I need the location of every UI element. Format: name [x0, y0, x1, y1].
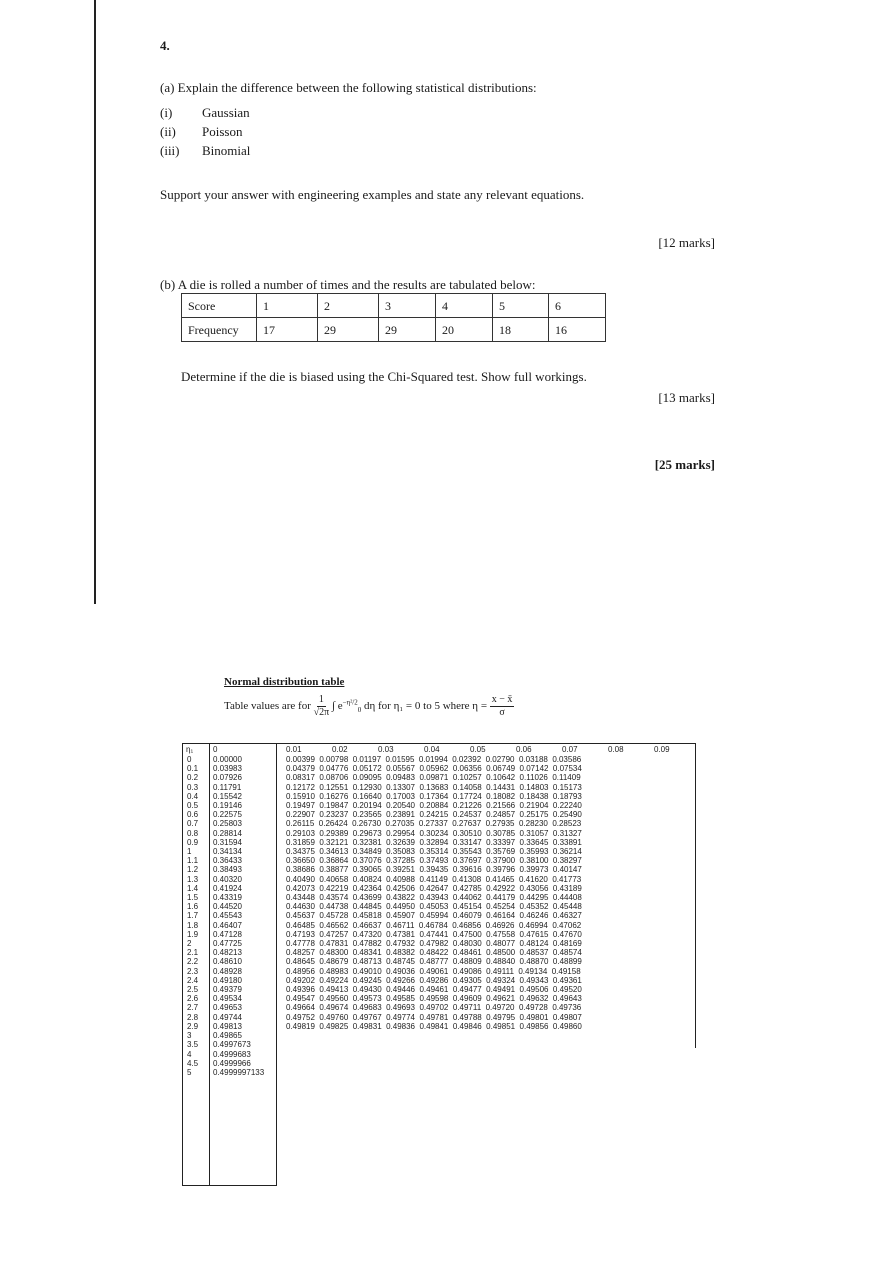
table-cell: 0.46407: [213, 920, 242, 930]
table-cell: 6: [549, 294, 606, 318]
table-row: 0.34375 0.34613 0.34849 0.35083 0.35314 0.35543 0.35769 0.35993 0.36214: [286, 847, 582, 857]
table-cell: 0.31594: [213, 837, 242, 847]
item-label: Gaussian: [202, 105, 250, 120]
table-cell: 0.4999683: [213, 1049, 251, 1059]
table-row: 0.29103 0.29389 0.29673 0.29954 0.30234 0.30510 0.30785 0.31057 0.31327: [286, 828, 582, 838]
row-label: 1.5: [187, 893, 199, 903]
table-border: [209, 743, 210, 1186]
row-label: 0: [187, 755, 192, 764]
normal-distribution-table: [182, 743, 696, 1186]
list-item: [160, 103, 250, 122]
item-label: Poisson: [202, 124, 243, 139]
table-cell: 0.47128: [213, 929, 242, 939]
row-label: 2.9: [187, 1021, 199, 1031]
table-cell: 0.49865: [213, 1031, 242, 1041]
table-cell: 0.48928: [213, 966, 242, 976]
row-label: 4.5: [187, 1058, 199, 1068]
row-label: 4: [187, 1049, 192, 1059]
item-roman: (iii): [160, 143, 180, 158]
table-cell: 20: [436, 318, 493, 342]
table-cell: 0.47725: [213, 939, 242, 949]
table-cell: 0.28814: [213, 828, 242, 838]
table-cell: 29: [318, 318, 379, 342]
table-row: 0.26115 0.26424 0.26730 0.27035 0.27337 0.27637 0.27935 0.28230 0.28523: [286, 819, 582, 829]
table-cell: 0.49379: [213, 985, 242, 995]
row-label: 0.6: [187, 810, 199, 820]
row-label: 0.7: [187, 819, 199, 829]
row-label: 2.1: [187, 948, 199, 958]
table-cell: 0.11791: [213, 782, 242, 792]
table-border: [182, 743, 696, 744]
table-cell: 0.49653: [213, 1003, 242, 1013]
column-header: 0.06: [516, 745, 532, 754]
row-label: 1.1: [187, 856, 199, 866]
table-row: 0.49202 0.49224 0.49245 0.49266 0.49286 0.49305 0.49324 0.49343 0.49361: [286, 975, 582, 985]
question-number: 4.: [160, 38, 170, 53]
table-cell: 3: [379, 294, 436, 318]
row-label: 0.5: [187, 801, 199, 811]
table-row: 0.46485 0.46562 0.46637 0.46711 0.46784 0.46856 0.46926 0.46994 0.47062: [286, 920, 582, 930]
list-item: [160, 141, 250, 160]
table-border: [182, 1185, 277, 1186]
table-cell: 0.00000: [213, 755, 242, 764]
total-marks: [25 marks]: [654, 457, 715, 472]
table-cell: 0.4999997133: [213, 1067, 265, 1077]
column-header: 0.09: [654, 745, 670, 754]
row-label: 1.3: [187, 874, 199, 884]
row-label: 1.4: [187, 883, 199, 893]
table-row: 0.47778 0.47831 0.47882 0.47932 0.47982 0.48030 0.48077 0.48124 0.48169: [286, 939, 582, 949]
table-cell: 0.41924: [213, 883, 242, 893]
table-row: [182, 318, 606, 342]
table-cell: 29: [379, 318, 436, 342]
table-row: 0.38686 0.38877 0.39065 0.39251 0.39435 0.39616 0.39796 0.39973 0.40147: [286, 865, 582, 875]
table-row: 0.49547 0.49560 0.49573 0.49585 0.49598 0.49609 0.49621 0.49632 0.49643: [286, 994, 582, 1004]
item-roman: (ii): [160, 124, 176, 139]
table-cell: 0.36433: [213, 856, 242, 866]
table-cell: 18: [493, 318, 549, 342]
table-cell: 0.07926: [213, 773, 242, 783]
table-row: 0.22907 0.23237 0.23565 0.23891 0.24215 0.24537 0.24857 0.25175 0.25490: [286, 810, 582, 820]
part-b-marks: [13 marks]: [658, 390, 715, 405]
table-border: [695, 811, 696, 1048]
formula-range: for η₁ = 0 to 5 where η =: [378, 700, 488, 713]
normal-table-title: Normal distribution table: [224, 676, 345, 688]
normal-table-formula: [224, 694, 584, 730]
table-row: [182, 294, 606, 318]
frequency-header: Frequency: [182, 318, 257, 342]
corner-label: η₁: [186, 745, 194, 754]
formula-exponent: −η²/2: [342, 698, 358, 707]
table-row: 0.43448 0.43574 0.43699 0.43822 0.43943 0.44062 0.44179 0.44295 0.44408: [286, 893, 582, 903]
value-rows: [286, 755, 582, 1031]
table-border: [182, 743, 183, 1186]
table-border: [695, 743, 696, 811]
column-header: 0.05: [470, 745, 486, 754]
row-label: 0.8: [187, 828, 199, 838]
formula-lower-limit: 0: [357, 706, 362, 715]
row-label: 1.7: [187, 911, 199, 921]
table-cell: 4: [436, 294, 493, 318]
table-border: [276, 743, 277, 1186]
row-label: 2.3: [187, 966, 199, 976]
item-label: Binomial: [202, 143, 251, 158]
row-label: 2: [187, 939, 192, 949]
table-row: 0.08317 0.08706 0.09095 0.09483 0.09871 0.10257 0.10642 0.11026 0.11409: [286, 773, 581, 783]
zero-column: [213, 755, 264, 1077]
table-row: 0.19497 0.19847 0.20194 0.20540 0.20884 0.21226 0.21566 0.21904 0.22240: [286, 801, 582, 811]
part-b-prompt: (b) A die is rolled a number of times and the results are tabulated below:: [160, 277, 536, 292]
table-cell: 0.19146: [213, 801, 242, 811]
table-cell: 0.44520: [213, 902, 242, 912]
row-label: 3: [187, 1031, 192, 1041]
formula-fraction: [314, 694, 330, 719]
row-label: 1.6: [187, 902, 199, 912]
table-cell: 0.49534: [213, 994, 242, 1004]
table-row: 0.36650 0.36864 0.37076 0.37285 0.37493 0.37697 0.37900 0.38100 0.38297: [286, 856, 582, 866]
table-row: 0.48956 0.48983 0.49010 0.49036 0.49061 0.49086 0.49111 0.49134 0.49158: [286, 966, 581, 976]
table-cell: 0.43319: [213, 893, 242, 903]
table-cell: 0.49813: [213, 1021, 242, 1031]
table-row: 0.47193 0.47257 0.47320 0.47381 0.47441 0.47500 0.47558 0.47615 0.47670: [286, 929, 582, 939]
row-label: 3.5: [187, 1040, 199, 1050]
table-row: 0.12172 0.12551 0.12930 0.13307 0.13683 0.14058 0.14431 0.14803 0.15173: [286, 782, 582, 792]
row-label: 1.9: [187, 929, 199, 939]
list-item: [160, 122, 250, 141]
table-row: 0.04379 0.04776 0.05172 0.05567 0.05962 0.06356 0.06749 0.07142 0.07534: [286, 764, 582, 774]
table-cell: 0.49744: [213, 1012, 242, 1022]
formula-prefix: Table values are for: [224, 700, 311, 713]
table-cell: 0.22575: [213, 810, 242, 820]
table-cell: 0.48610: [213, 957, 242, 967]
table-row: 0.48645 0.48679 0.48713 0.48745 0.48777 0.48809 0.48840 0.48870 0.48899: [286, 957, 582, 967]
fraction-numerator: 1: [318, 694, 324, 705]
row-labels: [187, 755, 198, 1077]
part-b-instruction: Determine if the die is biased using the Chi-Squared test. Show full workings.: [181, 369, 587, 384]
table-cell: 0.34134: [213, 847, 242, 857]
table-cell: 5: [493, 294, 549, 318]
item-roman: (i): [160, 105, 173, 120]
table-row: 0.49396 0.49413 0.49430 0.49446 0.49461 0.49477 0.49491 0.49506 0.49520: [286, 985, 582, 995]
distribution-list: [160, 103, 250, 160]
formula-integral: ∫ e: [331, 700, 343, 713]
row-label: 1: [187, 847, 192, 857]
row-label: 0.9: [187, 837, 199, 847]
table-row: 0.49819 0.49825 0.49831 0.49836 0.49841 0.49846 0.49851 0.49856 0.49860: [286, 1021, 582, 1031]
table-row: 0.49664 0.49674 0.49683 0.49693 0.49702 0.49711 0.49720 0.49728 0.49736: [286, 1003, 582, 1013]
table-cell: 0.45543: [213, 911, 242, 921]
table-cell: 1: [257, 294, 318, 318]
row-label: 2.5: [187, 985, 199, 995]
table-cell: 0.38493: [213, 865, 242, 875]
column-header: 0.07: [562, 745, 578, 754]
table-cell: 0.03983: [213, 764, 242, 774]
part-a-marks: [12 marks]: [658, 235, 715, 250]
fraction-denominator: √2π: [313, 707, 330, 718]
table-cell: 0.4997673: [213, 1040, 251, 1050]
row-label: 2.8: [187, 1012, 199, 1022]
table-cell: 0.48213: [213, 948, 242, 958]
support-instruction: Support your answer with engineering examples and state any relevant equations.: [160, 187, 585, 202]
table-row: 0.15910 0.16276 0.16640 0.17003 0.17364 0.17724 0.18082 0.18438 0.18793: [286, 791, 582, 801]
table-row: 0.48257 0.48300 0.48341 0.48382 0.48422 0.48461 0.48500 0.48537 0.48574: [286, 948, 582, 958]
table-row: 0.45637 0.45728 0.45818 0.45907 0.45994 0.46079 0.46164 0.46246 0.46327: [286, 911, 582, 921]
dice-results-table: [181, 293, 606, 342]
formula-dn: dη: [364, 700, 376, 713]
row-label: 2.2: [187, 957, 199, 967]
table-cell: 0.49180: [213, 975, 242, 985]
table-row: 0.31859 0.32121 0.32381 0.32639 0.32894 0.33147 0.33397 0.33645 0.33891: [286, 837, 582, 847]
row-label: 5: [187, 1067, 192, 1077]
table-cell: 0.40320: [213, 874, 242, 884]
row-label: 2.7: [187, 1003, 199, 1013]
column-header: 0.02: [332, 745, 348, 754]
table-row: 0.44630 0.44738 0.44845 0.44950 0.45053 0.45154 0.45254 0.45352 0.45448: [286, 902, 582, 912]
row-label: 1.2: [187, 865, 199, 875]
table-cell: 16: [549, 318, 606, 342]
table-row: 0.40490 0.40658 0.40824 0.40988 0.41149 0.41308 0.41465 0.41620 0.41773: [286, 874, 582, 884]
row-label: 0.4: [187, 791, 199, 801]
part-a-prompt: (a) Explain the difference between the following statistical distributions:: [160, 80, 537, 95]
table-row: 0.42073 0.42219 0.42364 0.42506 0.42647 0.42785 0.42922 0.43056 0.43189: [286, 883, 582, 893]
column-header: 0: [213, 745, 218, 754]
row-label: 1.8: [187, 920, 199, 930]
table-cell: 2: [318, 294, 379, 318]
row-label: 2.4: [187, 975, 199, 985]
column-header: 0.04: [424, 745, 440, 754]
row-label: 0.3: [187, 782, 199, 792]
table-cell: 0.4999966: [213, 1058, 251, 1068]
page-margin-line: [94, 0, 96, 604]
eta-denominator: σ: [499, 707, 505, 718]
column-header: 0.01: [286, 745, 302, 754]
table-cell: 0.15542: [213, 791, 242, 801]
table-cell: 17: [257, 318, 318, 342]
eta-numerator: x − x̄: [491, 694, 513, 705]
table-cell: 0.25803: [213, 819, 242, 829]
score-header: Score: [182, 294, 257, 318]
formula-eta-fraction: [490, 694, 515, 719]
table-row: 0.00399 0.00798 0.01197 0.01595 0.01994 0.02392 0.02790 0.03188 0.03586: [286, 755, 582, 764]
row-label: 0.1: [187, 764, 199, 774]
row-label: 0.2: [187, 773, 199, 783]
row-label: 2.6: [187, 994, 199, 1004]
column-header: 0.03: [378, 745, 394, 754]
column-header: 0.08: [608, 745, 624, 754]
table-row: 0.49752 0.49760 0.49767 0.49774 0.49781 0.49788 0.49795 0.49801 0.49807: [286, 1012, 582, 1022]
